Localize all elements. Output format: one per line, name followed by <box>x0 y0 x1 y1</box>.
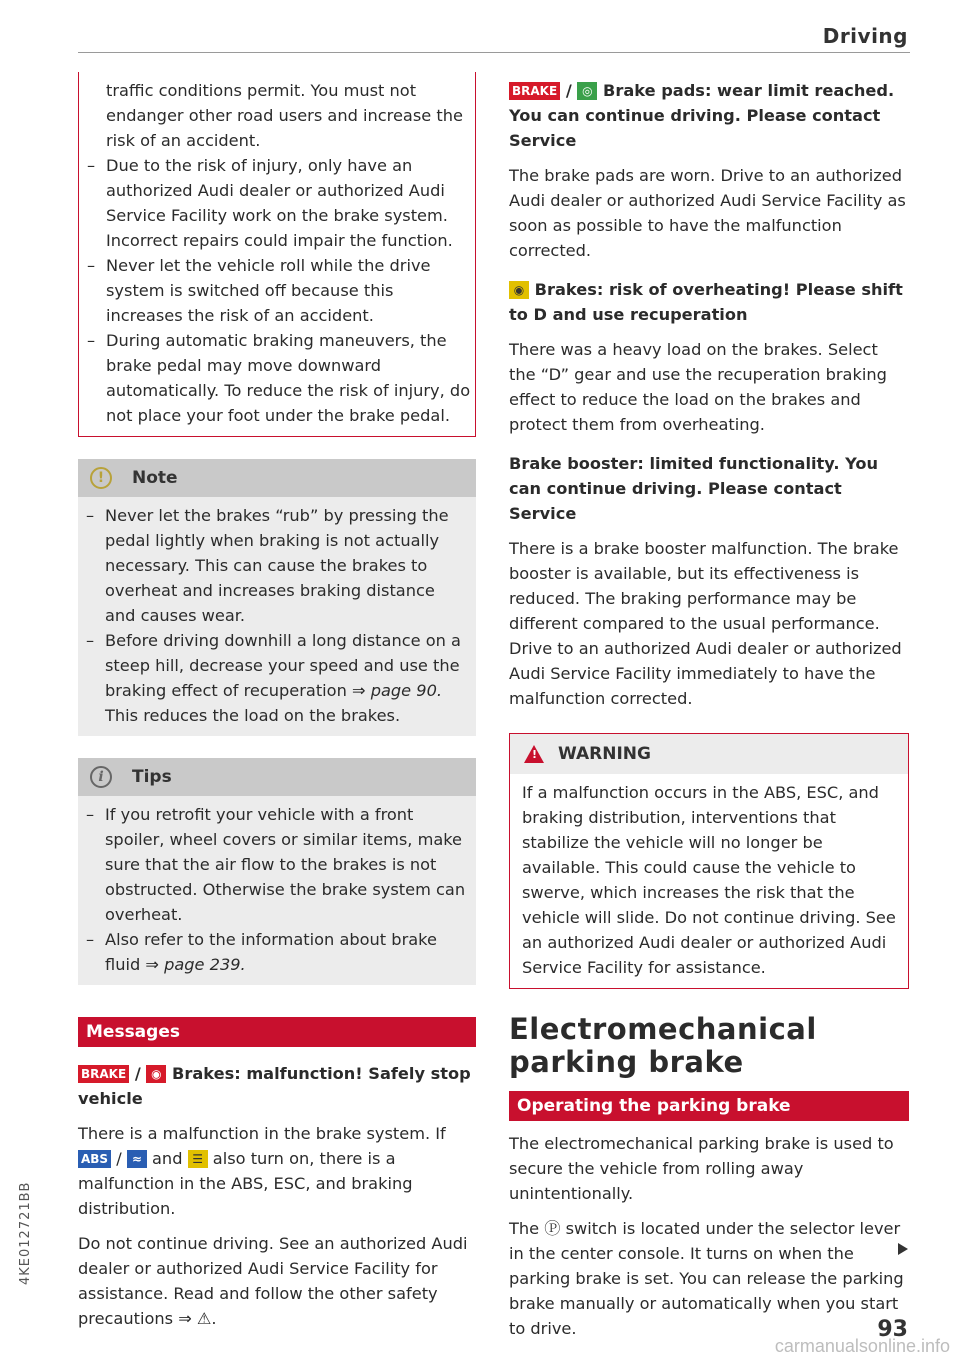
parking-brake-paragraph: The electromechanical parking brake is used to secure the vehicle from rolling away unintentionally. <box>509 1134 894 1203</box>
brake-overheat-icon: ◉ <box>509 281 529 299</box>
messages-section-bar: Messages <box>78 1017 476 1047</box>
list-item: – Never let the vehicle roll while the drive system is switched off because this increases the risk of an accident. <box>79 253 475 328</box>
tips-header <box>78 758 476 796</box>
list-item <box>78 628 468 728</box>
message-body-text: also turn on, there is a malfunction in the ABS, ESC, and braking distribution. <box>78 1149 413 1218</box>
message-body-text: There is a malfunction in the brake system. If <box>78 1124 446 1143</box>
subsection-bar: Operating the parking brake <box>509 1091 909 1121</box>
note-item2-text: Before driving downhill a long distance on a steep hill, decrease your speed and use the braking effect of recuperation <box>105 631 461 700</box>
abs-warning-icon: ABS <box>78 1150 111 1168</box>
esc-abs-icon: ≈ <box>127 1150 147 1168</box>
list-item: – Never let the brakes “rub” by pressing the pedal lightly when braking is not actually necessary. This can cause the brakes to overheat and increases braking distance and causes wear. <box>78 503 468 628</box>
message-body <box>78 1121 476 1221</box>
brake-warning-icon: BRAKE <box>509 82 560 100</box>
warning-box <box>509 733 909 989</box>
list-item <box>78 927 468 977</box>
message-heading <box>78 1061 476 1111</box>
tips-title: Tips <box>132 767 172 787</box>
message-heading <box>509 277 909 327</box>
warning-header <box>510 734 908 774</box>
note-body <box>78 497 476 736</box>
page-reference-link[interactable]: ⇒ page 90. <box>352 681 443 700</box>
tips-box <box>78 758 476 985</box>
brake-circle-icon: ◉ <box>146 1065 166 1083</box>
slash-separator: / <box>565 81 572 100</box>
header-rule <box>78 52 910 53</box>
message-heading-text: Brake pads: wear limit reached. You can continue driving. Please contact Service <box>509 81 895 150</box>
warning-continued-text: traffic conditions permit. You must not endanger other road users and increase the risk of an accident. <box>106 81 463 150</box>
page-number: 93 <box>877 1317 908 1342</box>
list-item: – During automatic braking maneuvers, the brake pedal may move downward automatically. To reduce the risk of injury, do not place your foot under the brake pedal. <box>79 328 475 428</box>
watermark: carmanualsonline.info <box>774 1336 950 1356</box>
paragraph-text: The <box>509 1219 540 1238</box>
document-code: 4KE012721BB <box>18 1181 33 1285</box>
list-item: – Due to the risk of injury, only have an authorized Audi dealer or authorized Audi Service Facility work on the brake system. Incorrect repairs could impair the function. <box>79 153 475 253</box>
section-heading: Electromechanical parking brake <box>509 1012 817 1079</box>
message-body: There was a heavy load on the brakes. Select the “D” gear and use the recuperation braking effect to reduce the load on the brakes and protect them from overheating. <box>509 340 887 434</box>
note-title: Note <box>132 468 178 488</box>
warning-body <box>510 774 908 988</box>
warning-text: If a malfunction occurs in the ABS, ESC, and braking distribution, interventions that stabilize the vehicle will no longer be available. This could cause the vehicle to swerve, which increases the risk that the vehicle will slide. Do not continue driving. See an authorized Audi dealer or authorized Audi Service Facility for assistance. <box>522 783 896 977</box>
left-column <box>78 72 476 1331</box>
tips-item2-text: Also refer to the information about brake fluid <box>105 930 437 974</box>
message-body-text: Do not continue driving. See an authorized Audi dealer or authorized Audi Service Facility for assistance. Read and follow the other safety precautions <box>78 1234 468 1328</box>
note-header <box>78 459 476 497</box>
continue-arrow-icon <box>898 1243 908 1255</box>
tips-body <box>78 796 476 985</box>
note-icon: ! <box>90 467 112 489</box>
brake-pad-icon: ◎ <box>577 82 597 100</box>
message-body: The brake pads are worn. Drive to an authorized Audi dealer or authorized Audi Service Facility as soon as possible to have the malfunction corrected. <box>509 166 906 260</box>
note-item2-post: This reduces the load on the brakes. <box>105 706 401 725</box>
info-icon: i <box>90 766 112 788</box>
message-heading <box>509 78 909 153</box>
message-heading-text: Brakes: malfunction! Safely stop vehicle <box>78 1064 471 1108</box>
warning-continued-list <box>79 153 475 428</box>
brake-warning-icon: BRAKE <box>78 1065 129 1083</box>
list-item: – If you retrofit your vehicle with a front spoiler, wheel covers or similar items, make sure that the air flow to the brakes is not obstructed. Otherwise the brake system can overheat. <box>78 802 468 927</box>
message-body <box>78 1231 476 1331</box>
slash-separator: / <box>116 1149 122 1168</box>
brake-distribution-icon: ☰ <box>188 1150 208 1168</box>
parking-brake-paragraph <box>509 1216 909 1341</box>
warning-reference-link[interactable]: ⇒ ⚠. <box>178 1309 217 1328</box>
right-column <box>509 72 909 1341</box>
note-box <box>78 459 476 736</box>
slash-separator: / <box>134 1064 141 1083</box>
paragraph-text: switch is located under the selector lever in the center console. It turns on when the parking brake is set. You can release the parking brake manually or automatically when you start to drive. <box>509 1219 904 1338</box>
message-body: There is a brake booster malfunction. The brake booster is available, but its effectiveness is reduced. The braking performance may be different compared to the usual performance. Drive to an authorized Audi dealer or authorized Audi Service Facility immediately to have the malfunction corrected. <box>509 539 902 708</box>
message-heading: Brake booster: limited functionality. You can continue driving. Please contact Service <box>509 454 879 523</box>
message-heading-text: Brakes: risk of overheating! Please shift to D and use recuperation <box>509 280 903 324</box>
warning-title: WARNING <box>558 744 651 764</box>
parking-brake-switch-icon: Ⓟ <box>544 1219 561 1238</box>
warning-triangle-icon <box>524 745 544 763</box>
section-title: Driving <box>822 24 908 48</box>
and-text: and <box>152 1149 183 1168</box>
warning-continued-box <box>78 72 476 437</box>
page-reference-link[interactable]: ⇒ page 239. <box>145 955 246 974</box>
